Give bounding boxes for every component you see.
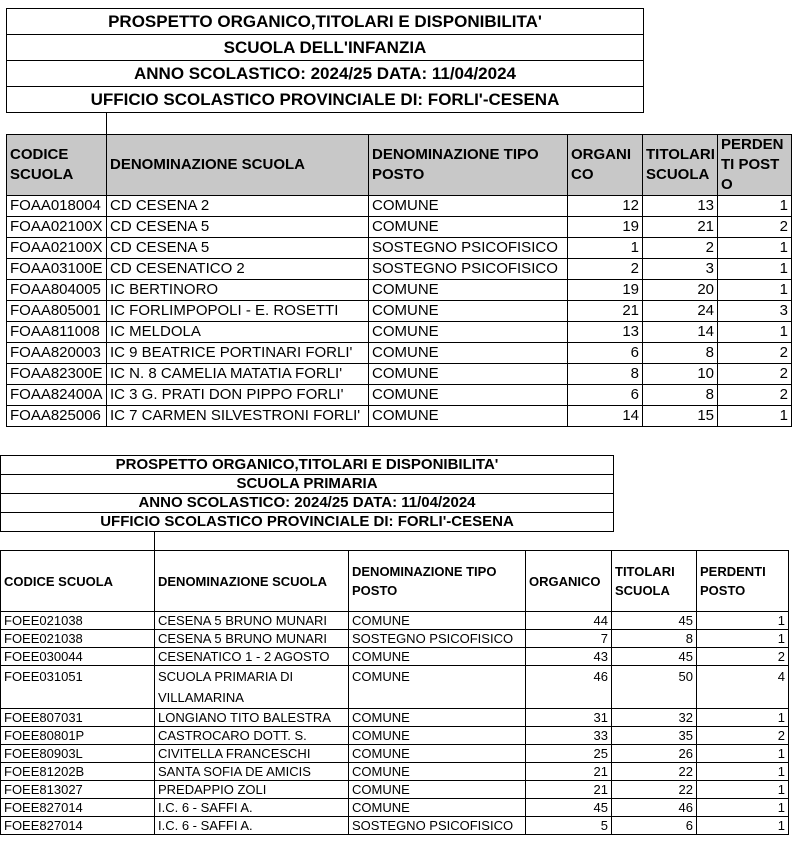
cell-denominazione-scuola: CD CESENATICO 2	[107, 259, 369, 280]
cell-perdenti-posto: 1	[718, 280, 792, 301]
infanzia-title-box	[6, 8, 644, 113]
cell-titolari-scuola: 46	[612, 799, 697, 817]
cell-denominazione-scuola: I.C. 6 - SAFFI A.	[155, 799, 349, 817]
cell-perdenti-posto: 1	[697, 781, 789, 799]
cell-tipo-posto: SOSTEGNO PSICOFISICO	[369, 259, 568, 280]
cell-organico: 6	[568, 385, 643, 406]
cell-titolari-scuola: 21	[643, 217, 718, 238]
cell-titolari-scuola: 24	[643, 301, 718, 322]
cell-codice-scuola: FOAA82300E	[7, 364, 107, 385]
cell-titolari-scuola: 8	[612, 630, 697, 648]
cell-perdenti-posto: 1	[697, 799, 789, 817]
cell-tipo-posto: COMUNE	[349, 709, 526, 727]
cell-denominazione-scuola: CIVITELLA FRANCESCHI	[155, 745, 349, 763]
cell-titolari-scuola: 50	[612, 666, 697, 709]
infanzia-title-school-type: SCUOLA DELL'INFANZIA	[7, 35, 643, 61]
primaria-title-office: UFFICIO SCOLASTICO PROVINCIALE DI: FORLI'-CESENA	[100, 513, 514, 530]
cell-codice-scuola: FOEE80801P	[1, 727, 155, 745]
cell-organico: 21	[526, 781, 612, 799]
header-denominazione-scuola: DENOMINAZIONE SCUOLA	[107, 135, 369, 196]
cell-organico: 43	[526, 648, 612, 666]
cell-perdenti-posto: 4	[697, 666, 789, 709]
table-row	[7, 343, 792, 364]
cell-denominazione-scuola: I.C. 6 - SAFFI A.	[155, 817, 349, 835]
header-organico: ORGANICO	[526, 551, 612, 612]
infanzia-title-main: PROSPETTO ORGANICO,TITOLARI E DISPONIBILITA'	[7, 9, 643, 35]
cell-tipo-posto: COMUNE	[369, 322, 568, 343]
infanzia-table-body	[7, 196, 792, 427]
infanzia-header-row	[7, 135, 792, 196]
cell-codice-scuola: FOAA804005	[7, 280, 107, 301]
cell-codice-scuola: FOAA03100E	[7, 259, 107, 280]
cell-organico: 33	[526, 727, 612, 745]
cell-organico: 7	[526, 630, 612, 648]
cell-tipo-posto: COMUNE	[369, 385, 568, 406]
table-row	[7, 238, 792, 259]
table-row	[1, 799, 789, 817]
cell-codice-scuola: FOEE031051	[1, 666, 155, 709]
cell-organico: 21	[526, 763, 612, 781]
cell-denominazione-scuola: IC 7 CARMEN SILVESTRONI FORLI'	[107, 406, 369, 427]
cell-perdenti-posto: 2	[718, 385, 792, 406]
cell-organico: 19	[568, 280, 643, 301]
cell-perdenti-posto: 1	[718, 406, 792, 427]
cell-titolari-scuola: 20	[643, 280, 718, 301]
cell-perdenti-posto: 1	[697, 763, 789, 781]
cell-codice-scuola: FOEE827014	[1, 799, 155, 817]
primaria-title-school-type: SCUOLA PRIMARIA	[1, 475, 613, 494]
cell-denominazione-scuola: CD CESENA 2	[107, 196, 369, 217]
cell-titolari-scuola: 22	[612, 781, 697, 799]
cell-codice-scuola: FOAA811008	[7, 322, 107, 343]
cell-organico: 21	[568, 301, 643, 322]
table-row	[7, 301, 792, 322]
cell-titolari-scuola: 8	[643, 385, 718, 406]
cell-codice-scuola: FOAA825006	[7, 406, 107, 427]
spacer-tick	[154, 532, 155, 550]
cell-tipo-posto: COMUNE	[369, 196, 568, 217]
cell-tipo-posto: COMUNE	[369, 343, 568, 364]
cell-organico: 46	[526, 666, 612, 709]
cell-codice-scuola: FOAA02100X	[7, 238, 107, 259]
cell-denominazione-scuola: IC BERTINORO	[107, 280, 369, 301]
cell-perdenti-posto: 2	[718, 364, 792, 385]
table-row	[7, 259, 792, 280]
header-titolari-scuola: TITOLARI SCUOLA	[612, 551, 697, 612]
cell-organico: 19	[568, 217, 643, 238]
cell-perdenti-posto: 1	[697, 709, 789, 727]
cell-titolari-scuola: 22	[612, 763, 697, 781]
cell-denominazione-scuola: CD CESENA 5	[107, 217, 369, 238]
cell-organico: 5	[526, 817, 612, 835]
cell-denominazione-scuola: CESENA 5 BRUNO MUNARI	[155, 630, 349, 648]
cell-organico: 12	[568, 196, 643, 217]
cell-organico: 2	[568, 259, 643, 280]
header-perdenti-posto: PERDENTI POSTO	[697, 551, 789, 612]
primaria-title-main: PROSPETTO ORGANICO,TITOLARI E DISPONIBILITA'	[1, 456, 613, 475]
cell-codice-scuola: FOEE80903L	[1, 745, 155, 763]
cell-titolari-scuola: 13	[643, 196, 718, 217]
cell-denominazione-scuola: PREDAPPIO ZOLI	[155, 781, 349, 799]
cell-perdenti-posto: 1	[718, 322, 792, 343]
infanzia-spacer	[6, 113, 790, 134]
table-row	[1, 630, 789, 648]
cell-organico: 13	[568, 322, 643, 343]
header-codice-scuola: CODICE SCUOLA	[7, 135, 107, 196]
cell-denominazione-scuola: CESENATICO 1 - 2 AGOSTO	[155, 648, 349, 666]
header-tipo-posto: DENOMINAZIONE TIPO POSTO	[349, 551, 526, 612]
cell-titolari-scuola: 35	[612, 727, 697, 745]
cell-perdenti-posto: 3	[718, 301, 792, 322]
cell-codice-scuola: FOEE827014	[1, 817, 155, 835]
cell-tipo-posto: COMUNE	[369, 406, 568, 427]
cell-perdenti-posto: 1	[697, 612, 789, 630]
cell-tipo-posto: COMUNE	[349, 763, 526, 781]
cell-organico: 14	[568, 406, 643, 427]
header-denominazione-scuola: DENOMINAZIONE SCUOLA	[155, 551, 349, 612]
table-row	[7, 196, 792, 217]
cell-denominazione-scuola: SANTA SOFIA DE AMICIS	[155, 763, 349, 781]
cell-titolari-scuola: 15	[643, 406, 718, 427]
cell-perdenti-posto: 1	[718, 259, 792, 280]
cell-titolari-scuola: 14	[643, 322, 718, 343]
cell-denominazione-scuola: IC 9 BEATRICE PORTINARI FORLI'	[107, 343, 369, 364]
cell-codice-scuola: FOEE81202B	[1, 763, 155, 781]
cell-codice-scuola: FOEE030044	[1, 648, 155, 666]
table-row	[1, 817, 789, 835]
infanzia-title-office: UFFICIO SCOLASTICO PROVINCIALE DI: FORLI'-CESENA	[90, 90, 560, 109]
cell-tipo-posto: SOSTEGNO PSICOFISICO	[349, 817, 526, 835]
cell-tipo-posto: COMUNE	[369, 364, 568, 385]
cell-tipo-posto: COMUNE	[349, 727, 526, 745]
cell-organico: 44	[526, 612, 612, 630]
table-row	[1, 709, 789, 727]
table-row	[7, 406, 792, 427]
cell-denominazione-scuola: SCUOLA PRIMARIA DI VILLAMARINA	[155, 666, 349, 709]
cell-denominazione-scuola: CD CESENA 5	[107, 238, 369, 259]
cell-organico: 1	[568, 238, 643, 259]
cell-codice-scuola: FOEE021038	[1, 612, 155, 630]
cell-organico: 25	[526, 745, 612, 763]
cell-denominazione-scuola: IC MELDOLA	[107, 322, 369, 343]
cell-perdenti-posto: 2	[718, 217, 792, 238]
primaria-table	[0, 550, 789, 835]
cell-tipo-posto: COMUNE	[369, 301, 568, 322]
table-row	[7, 364, 792, 385]
cell-organico: 31	[526, 709, 612, 727]
cell-codice-scuola: FOAA82400A	[7, 385, 107, 406]
cell-denominazione-scuola: IC 3 G. PRATI DON PIPPO FORLI'	[107, 385, 369, 406]
cell-organico: 8	[568, 364, 643, 385]
cell-perdenti-posto: 2	[718, 343, 792, 364]
table-row	[1, 666, 789, 709]
cell-codice-scuola: FOEE813027	[1, 781, 155, 799]
cell-tipo-posto: COMUNE	[349, 745, 526, 763]
primaria-header-row	[1, 551, 789, 612]
cell-denominazione-scuola: IC N. 8 CAMELIA MATATIA FORLI'	[107, 364, 369, 385]
header-tipo-posto: DENOMINAZIONE TIPO POSTO	[369, 135, 568, 196]
cell-codice-scuola: FOAA820003	[7, 343, 107, 364]
cell-perdenti-posto: 2	[697, 648, 789, 666]
cell-denominazione-scuola: IC FORLIMPOPOLI - E. ROSETTI	[107, 301, 369, 322]
cell-tipo-posto: COMUNE	[349, 799, 526, 817]
cell-tipo-posto: COMUNE	[349, 612, 526, 630]
primaria-section	[0, 455, 789, 835]
cell-tipo-posto: COMUNE	[369, 280, 568, 301]
cell-titolari-scuola: 10	[643, 364, 718, 385]
cell-titolari-scuola: 2	[643, 238, 718, 259]
cell-titolari-scuola: 8	[643, 343, 718, 364]
cell-denominazione-scuola: CESENA 5 BRUNO MUNARI	[155, 612, 349, 630]
table-row	[7, 385, 792, 406]
primaria-title-year-date: ANNO SCOLASTICO: 2024/25 DATA: 11/04/2024	[1, 494, 613, 513]
cell-perdenti-posto: 1	[697, 745, 789, 763]
cell-titolari-scuola: 26	[612, 745, 697, 763]
table-row	[1, 781, 789, 799]
header-titolari-scuola: TITOLARI SCUOLA	[643, 135, 718, 196]
cell-tipo-posto: SOSTEGNO PSICOFISICO	[349, 630, 526, 648]
infanzia-title-year-date: ANNO SCOLASTICO: 2024/25 DATA: 11/04/2024	[7, 61, 643, 87]
cell-denominazione-scuola: LONGIANO TITO BALESTRA	[155, 709, 349, 727]
cell-codice-scuola: FOAA02100X	[7, 217, 107, 238]
table-row	[1, 745, 789, 763]
cell-titolari-scuola: 3	[643, 259, 718, 280]
cell-perdenti-posto: 1	[718, 196, 792, 217]
cell-codice-scuola: FOEE021038	[1, 630, 155, 648]
cell-codice-scuola: FOEE807031	[1, 709, 155, 727]
header-perdenti-posto: PERDENTI POSTO	[718, 135, 792, 196]
cell-titolari-scuola: 45	[612, 648, 697, 666]
cell-organico: 6	[568, 343, 643, 364]
cell-titolari-scuola: 32	[612, 709, 697, 727]
primaria-title-box	[0, 455, 614, 532]
table-row	[1, 727, 789, 745]
header-organico: ORGANICO	[568, 135, 643, 196]
cell-perdenti-posto: 1	[718, 238, 792, 259]
cell-tipo-posto: COMUNE	[349, 666, 526, 709]
cell-perdenti-posto: 2	[697, 727, 789, 745]
cell-perdenti-posto: 1	[697, 817, 789, 835]
table-row	[7, 280, 792, 301]
cell-titolari-scuola: 45	[612, 612, 697, 630]
cell-tipo-posto: COMUNE	[349, 648, 526, 666]
header-codice-scuola: CODICE SCUOLA	[1, 551, 155, 612]
primaria-spacer	[0, 532, 788, 550]
cell-codice-scuola: FOAA018004	[7, 196, 107, 217]
cell-organico: 45	[526, 799, 612, 817]
table-row	[1, 612, 789, 630]
table-row	[1, 763, 789, 781]
table-row	[7, 217, 792, 238]
cell-tipo-posto: SOSTEGNO PSICOFISICO	[369, 238, 568, 259]
cell-tipo-posto: COMUNE	[349, 781, 526, 799]
primaria-table-body	[1, 612, 789, 835]
infanzia-table	[6, 134, 792, 427]
table-row	[1, 648, 789, 666]
infanzia-section	[6, 8, 792, 427]
cell-denominazione-scuola: CASTROCARO DOTT. S.	[155, 727, 349, 745]
cell-codice-scuola: FOAA805001	[7, 301, 107, 322]
cell-tipo-posto: COMUNE	[369, 217, 568, 238]
cell-perdenti-posto: 1	[697, 630, 789, 648]
spacer-tick	[106, 113, 107, 134]
cell-titolari-scuola: 6	[612, 817, 697, 835]
table-row	[7, 322, 792, 343]
